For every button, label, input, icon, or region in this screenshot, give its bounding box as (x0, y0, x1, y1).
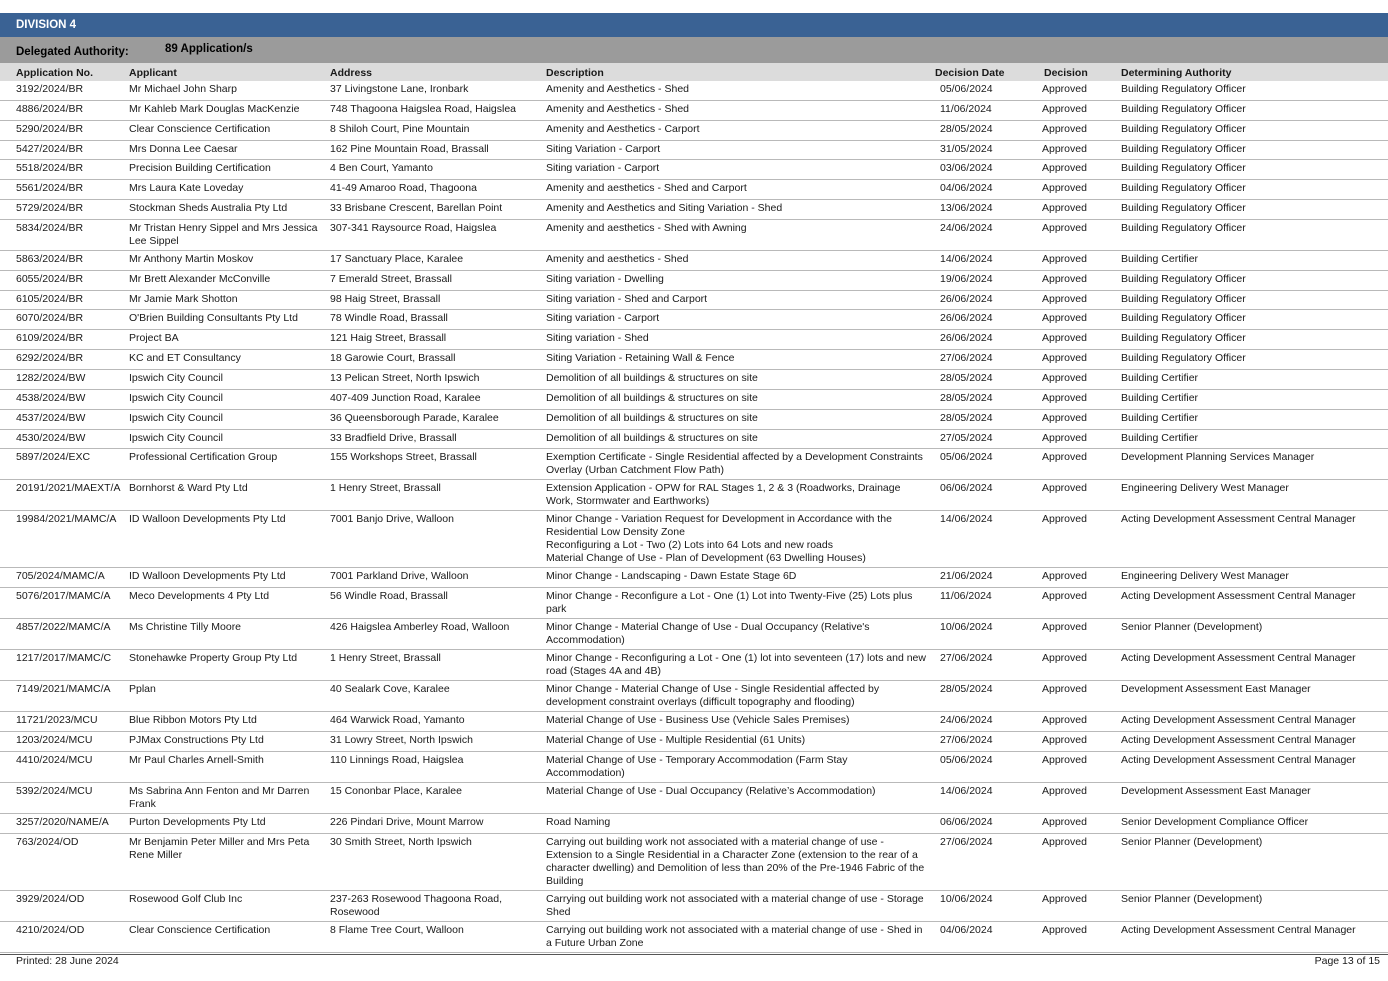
cell-address: 33 Brisbane Crescent, Barellan Point (330, 202, 503, 215)
cell-description: Carrying out building work not associated with a material change of use - Extension to a Single Residential in a Character Zone (extension to the rear of a character dwelling) and Demolition of less than 20% of the Pre-1946 Fabric of the Building (546, 835, 925, 887)
cell-address: 8 Flame Tree Court, Walloon (330, 923, 464, 936)
table-row (0, 101, 1388, 121)
cell-address: 748 Thagoona Haigslea Road, Haigslea (330, 102, 517, 115)
cell-address: 237-263 Rosewood Thagoona Road, Rosewood (330, 892, 503, 918)
cell-applicant: Clear Conscience Certification (129, 122, 271, 135)
cell-decision-date: 10/06/2024 (940, 892, 993, 905)
col-header-description: Description (546, 67, 604, 79)
cell-app-no: 5427/2024/BR (16, 142, 84, 155)
cell-decision: Approved (1042, 431, 1087, 444)
cell-address: 155 Workshops Street, Brassall (330, 451, 477, 464)
cell-decision-date: 28/05/2024 (940, 411, 993, 424)
applications-table-body (0, 81, 1388, 953)
cell-address: 4 Ben Court, Yamanto (330, 162, 433, 175)
cell-address: 31 Lowry Street, North Ipswich (330, 734, 473, 747)
table-row (0, 619, 1388, 650)
cell-app-no: 3192/2024/BR (16, 83, 84, 95)
footer-divider (0, 954, 1388, 955)
cell-app-no: 3929/2024/OD (16, 892, 85, 905)
cell-decision: Approved (1042, 371, 1087, 384)
col-header-determining-authority: Determining Authority (1121, 67, 1232, 79)
cell-address: 1 Henry Street, Brassall (330, 482, 441, 495)
page-number: Page 13 of 15 (1314, 955, 1380, 967)
cell-address: 7001 Parkland Drive, Walloon (330, 570, 469, 583)
cell-app-no: 4537/2024/BW (16, 411, 86, 424)
cell-applicant: Mr Kahleb Mark Douglas MacKenzie (129, 102, 300, 115)
cell-decision: Approved (1042, 621, 1087, 634)
table-row (0, 891, 1388, 922)
cell-address: 7 Emerald Street, Brassall (330, 272, 452, 285)
cell-determining-authority: Engineering Delivery West Manager (1121, 482, 1289, 495)
cell-app-no: 5834/2024/BR (16, 221, 84, 234)
cell-decision-date: 14/06/2024 (940, 513, 993, 526)
authority-label: Delegated Authority: (16, 46, 129, 58)
table-row (0, 568, 1388, 588)
cell-decision: Approved (1042, 815, 1087, 828)
cell-decision: Approved (1042, 122, 1087, 135)
cell-decision-date: 06/06/2024 (940, 482, 993, 495)
division-title: DIVISION 4 (16, 19, 77, 31)
cell-applicant: Project BA (129, 332, 179, 345)
table-row (0, 449, 1388, 480)
cell-decision-date: 28/05/2024 (940, 122, 993, 135)
cell-applicant: Bornhorst & Ward Pty Ltd (129, 482, 248, 495)
cell-applicant: Mr Benjamin Peter Miller and Mrs Peta Rene Miller (129, 835, 310, 861)
cell-decision: Approved (1042, 312, 1087, 325)
cell-applicant: Purton Developments Pty Ltd (129, 815, 266, 828)
cell-app-no: 4886/2024/BR (16, 102, 84, 115)
cell-determining-authority: Senior Planner (Development) (1121, 835, 1263, 848)
table-row (0, 410, 1388, 430)
cell-address: 18 Garowie Court, Brassall (330, 352, 456, 365)
cell-app-no: 6105/2024/BR (16, 292, 84, 305)
cell-decision-date: 04/06/2024 (940, 923, 993, 936)
cell-app-no: 4410/2024/MCU (16, 753, 93, 766)
cell-app-no: 5729/2024/BR (16, 202, 84, 215)
cell-decision: Approved (1042, 451, 1087, 464)
cell-address: 36 Queensborough Parade, Karalee (330, 411, 499, 424)
cell-applicant: Mr Michael John Sharp (129, 83, 237, 95)
cell-determining-authority: Acting Development Assessment Central Manager (1121, 590, 1356, 603)
cell-description: Siting variation - Shed (546, 332, 649, 345)
table-row (0, 480, 1388, 511)
cell-decision-date: 28/05/2024 (940, 683, 993, 696)
cell-app-no: 763/2024/OD (16, 835, 79, 848)
cell-applicant: Ipswich City Council (129, 411, 223, 424)
cell-decision-date: 26/06/2024 (940, 312, 993, 325)
cell-applicant: Pplan (129, 683, 156, 696)
cell-applicant: Mr Anthony Martin Moskov (129, 252, 254, 265)
cell-decision: Approved (1042, 83, 1087, 95)
cell-determining-authority: Building Regulatory Officer (1121, 142, 1246, 155)
cell-decision-date: 31/05/2024 (940, 142, 993, 155)
cell-address: 407-409 Junction Road, Karalee (330, 391, 481, 404)
cell-app-no: 5392/2024/MCU (16, 784, 93, 797)
cell-determining-authority: Building Regulatory Officer (1121, 221, 1246, 234)
cell-description: Material Change of Use - Business Use (Vehicle Sales Premises) (546, 714, 850, 727)
cell-applicant: Ipswich City Council (129, 391, 223, 404)
cell-decision: Approved (1042, 391, 1087, 404)
cell-description: Demolition of all buildings & structures on site (546, 431, 758, 444)
cell-description: Carrying out building work not associated with a material change of use - Storage Shed (546, 892, 924, 918)
cell-determining-authority: Senior Planner (Development) (1121, 621, 1263, 634)
cell-determining-authority: Building Certifier (1121, 411, 1199, 424)
cell-applicant: Stonehawke Property Group Pty Ltd (129, 652, 298, 665)
cell-decision-date: 14/06/2024 (940, 784, 993, 797)
cell-determining-authority: Development Assessment East Manager (1121, 784, 1311, 797)
cell-description: Amenity and Aesthetics - Shed (546, 83, 689, 95)
application-count: 89 Application/s (165, 43, 253, 55)
cell-address: 464 Warwick Road, Yamanto (330, 714, 465, 727)
table-row (0, 141, 1388, 161)
cell-description: Amenity and aesthetics - Shed (546, 252, 689, 265)
cell-address: 78 Windle Road, Brassall (330, 312, 448, 325)
cell-description: Material Change of Use - Temporary Accommodation (Farm Stay Accommodation) (546, 753, 848, 779)
col-header-decision: Decision (1044, 67, 1088, 79)
cell-determining-authority: Building Regulatory Officer (1121, 332, 1246, 345)
table-row (0, 511, 1388, 568)
cell-decision: Approved (1042, 182, 1087, 195)
cell-decision: Approved (1042, 835, 1087, 848)
table-row (0, 180, 1388, 200)
cell-decision: Approved (1042, 784, 1087, 797)
table-header (0, 63, 1388, 81)
cell-determining-authority: Senior Development Compliance Officer (1121, 815, 1309, 828)
cell-decision-date: 24/06/2024 (940, 714, 993, 727)
cell-applicant: PJMax Constructions Pty Ltd (129, 734, 264, 747)
cell-description: Road Naming (546, 815, 611, 828)
cell-address: 56 Windle Road, Brassall (330, 590, 448, 603)
cell-determining-authority: Building Regulatory Officer (1121, 352, 1246, 365)
table-row (0, 291, 1388, 311)
cell-decision: Approved (1042, 482, 1087, 495)
cell-description: Minor Change - Material Change of Use - Single Residential affected by development constraint overlays (difficult topography and flooding) (546, 683, 880, 709)
cell-determining-authority: Development Assessment East Manager (1121, 683, 1311, 696)
cell-determining-authority: Acting Development Assessment Central Manager (1121, 513, 1356, 526)
table-row (0, 160, 1388, 180)
cell-description: Minor Change - Reconfigure a Lot - One (1) Lot into Twenty-Five (25) Lots plus park (546, 590, 913, 616)
cell-app-no: 6070/2024/BR (16, 312, 84, 325)
cell-description: Siting variation - Carport (546, 162, 660, 175)
cell-address: 41-49 Amaroo Road, Thagoona (330, 182, 477, 195)
cell-app-no: 6109/2024/BR (16, 332, 84, 345)
cell-decision: Approved (1042, 734, 1087, 747)
cell-description: Material Change of Use - Multiple Residential (61 Units) (546, 734, 806, 747)
cell-app-no: 705/2024/MAMC/A (16, 570, 105, 583)
cell-determining-authority: Senior Planner (Development) (1121, 892, 1263, 905)
cell-decision: Approved (1042, 162, 1087, 175)
cell-determining-authority: Building Certifier (1121, 431, 1199, 444)
cell-address: 426 Haigslea Amberley Road, Walloon (330, 621, 510, 634)
cell-decision-date: 27/06/2024 (940, 835, 993, 848)
cell-app-no: 5518/2024/BR (16, 162, 84, 175)
cell-decision: Approved (1042, 292, 1087, 305)
cell-description: Siting variation - Dwelling (546, 272, 664, 285)
cell-address: 17 Sanctuary Place, Karalee (330, 252, 464, 265)
cell-description: Extension Application - OPW for RAL Stages 1, 2 & 3 (Roadworks, Drainage Work, Stormwater and Earthworks) (546, 482, 901, 508)
cell-determining-authority: Building Regulatory Officer (1121, 182, 1246, 195)
table-row (0, 732, 1388, 752)
cell-applicant: Blue Ribbon Motors Pty Ltd (129, 714, 257, 727)
cell-applicant: Mrs Laura Kate Loveday (129, 182, 244, 195)
cell-address: 307-341 Raysource Road, Haigslea (330, 221, 497, 234)
cell-description: Amenity and Aesthetics and Siting Variation - Shed (546, 202, 783, 215)
cell-determining-authority: Building Certifier (1121, 371, 1199, 384)
cell-app-no: 4538/2024/BW (16, 391, 86, 404)
table-row (0, 783, 1388, 814)
cell-applicant: O'Brien Building Consultants Pty Ltd (129, 312, 298, 325)
cell-decision: Approved (1042, 714, 1087, 727)
authority-header (0, 37, 1388, 63)
cell-address: 37 Livingstone Lane, Ironbark (330, 83, 469, 95)
table-row (0, 752, 1388, 783)
col-header-applicant: Applicant (129, 67, 177, 79)
division-header (0, 13, 1388, 37)
cell-app-no: 4857/2022/MAMC/A (16, 621, 111, 634)
cell-determining-authority: Building Certifier (1121, 391, 1199, 404)
table-row (0, 588, 1388, 619)
cell-applicant: Ipswich City Council (129, 431, 223, 444)
cell-decision: Approved (1042, 923, 1087, 936)
cell-determining-authority: Building Regulatory Officer (1121, 122, 1246, 135)
table-row (0, 251, 1388, 271)
cell-decision-date: 10/06/2024 (940, 621, 993, 634)
cell-decision-date: 26/06/2024 (940, 292, 993, 305)
cell-applicant: ID Walloon Developments Pty Ltd (129, 513, 286, 526)
cell-address: 98 Haig Street, Brassall (330, 292, 441, 305)
cell-description: Siting Variation - Carport (546, 142, 661, 155)
table-row (0, 121, 1388, 141)
cell-decision: Approved (1042, 202, 1087, 215)
cell-description: Amenity and aesthetics - Shed and Carport (546, 182, 747, 195)
cell-decision-date: 14/06/2024 (940, 252, 993, 265)
cell-decision: Approved (1042, 332, 1087, 345)
cell-description: Siting variation - Carport (546, 312, 660, 325)
cell-app-no: 4530/2024/BW (16, 431, 86, 444)
cell-decision: Approved (1042, 892, 1087, 905)
cell-determining-authority: Engineering Delivery West Manager (1121, 570, 1289, 583)
cell-description: Material Change of Use - Dual Occupancy (Relative’s Accommodation) (546, 784, 876, 797)
cell-applicant: KC and ET Consultancy (129, 352, 241, 365)
cell-applicant: Clear Conscience Certification (129, 923, 271, 936)
cell-determining-authority: Building Regulatory Officer (1121, 202, 1246, 215)
cell-applicant: Mr Paul Charles Arnell-Smith (129, 753, 264, 766)
cell-decision: Approved (1042, 221, 1087, 234)
cell-decision-date: 05/06/2024 (940, 451, 993, 464)
cell-determining-authority: Building Regulatory Officer (1121, 83, 1246, 95)
cell-app-no: 3257/2020/NAME/A (16, 815, 109, 828)
cell-decision-date: 24/06/2024 (940, 221, 993, 234)
cell-decision-date: 11/06/2024 (940, 102, 992, 115)
cell-decision-date: 27/06/2024 (940, 652, 993, 665)
cell-description: Siting variation - Shed and Carport (546, 292, 708, 305)
table-row (0, 200, 1388, 220)
table-row (0, 370, 1388, 390)
cell-determining-authority: Building Regulatory Officer (1121, 162, 1246, 175)
table-row (0, 650, 1388, 681)
table-row (0, 681, 1388, 712)
cell-description: Amenity and Aesthetics - Shed (546, 102, 689, 115)
col-header-app-no: Application No. (16, 67, 93, 79)
table-row (0, 430, 1388, 450)
cell-app-no: 19984/2021/MAMC/A (16, 513, 117, 526)
cell-description: Minor Change - Landscaping - Dawn Estate Stage 6D (546, 570, 797, 583)
cell-app-no: 1203/2024/MCU (16, 734, 93, 747)
cell-decision-date: 26/06/2024 (940, 332, 993, 345)
cell-decision: Approved (1042, 272, 1087, 285)
table-row (0, 310, 1388, 330)
cell-applicant: Ipswich City Council (129, 371, 223, 384)
cell-determining-authority: Acting Development Assessment Central Manager (1121, 714, 1356, 727)
cell-decision: Approved (1042, 142, 1087, 155)
cell-app-no: 1217/2017/MAMC/C (16, 652, 112, 665)
cell-determining-authority: Building Regulatory Officer (1121, 312, 1246, 325)
cell-determining-authority: Acting Development Assessment Central Manager (1121, 652, 1356, 665)
table-row (0, 350, 1388, 370)
col-header-decision-date: Decision Date (935, 67, 1005, 79)
cell-decision-date: 13/06/2024 (940, 202, 993, 215)
cell-app-no: 20191/2021/MAEXT/A (16, 482, 121, 495)
cell-decision-date: 28/05/2024 (940, 371, 993, 384)
cell-determining-authority: Acting Development Assessment Central Manager (1121, 734, 1356, 747)
cell-description: Demolition of all buildings & structures on site (546, 371, 758, 384)
cell-decision: Approved (1042, 652, 1087, 665)
cell-decision-date: 19/06/2024 (940, 272, 993, 285)
table-row (0, 390, 1388, 410)
cell-applicant: Professional Certification Group (129, 451, 278, 464)
cell-determining-authority: Acting Development Assessment Central Manager (1121, 753, 1356, 766)
cell-description: Siting Variation - Retaining Wall & Fence (546, 352, 735, 365)
cell-decision: Approved (1042, 102, 1087, 115)
cell-app-no: 7149/2021/MAMC/A (16, 683, 111, 696)
cell-app-no: 4210/2024/OD (16, 923, 85, 936)
cell-app-no: 1282/2024/BW (16, 371, 86, 384)
cell-address: 40 Sealark Cove, Karalee (330, 683, 450, 696)
cell-decision-date: 27/06/2024 (940, 734, 993, 747)
cell-determining-authority: Acting Development Assessment Central Manager (1121, 923, 1356, 936)
cell-determining-authority: Building Regulatory Officer (1121, 292, 1246, 305)
table-row (0, 922, 1388, 953)
cell-app-no: 6292/2024/BR (16, 352, 84, 365)
cell-description: Demolition of all buildings & structures on site (546, 411, 758, 424)
cell-determining-authority: Building Certifier (1121, 252, 1199, 265)
cell-address: 7001 Banjo Drive, Walloon (330, 513, 454, 526)
cell-decision: Approved (1042, 570, 1087, 583)
cell-decision-date: 27/05/2024 (940, 431, 993, 444)
printed-date: Printed: 28 June 2024 (16, 955, 119, 967)
cell-app-no: 5897/2024/EXC (16, 451, 91, 464)
cell-applicant: ID Walloon Developments Pty Ltd (129, 570, 286, 583)
cell-address: 110 Linnings Road, Haigslea (330, 753, 464, 766)
cell-decision-date: 04/06/2024 (940, 182, 993, 195)
cell-app-no: 6055/2024/BR (16, 272, 84, 285)
cell-description: Minor Change - Material Change of Use - Dual Occupancy (Relative's Accommodation) (546, 621, 870, 647)
cell-decision: Approved (1042, 411, 1087, 424)
cell-description: Exemption Certificate - Single Residential affected by a Development Constraints Overlay (Urban Catchment Flow Path) (546, 451, 923, 477)
cell-decision: Approved (1042, 513, 1087, 526)
cell-decision-date: 11/06/2024 (940, 590, 992, 603)
cell-decision: Approved (1042, 352, 1087, 365)
cell-applicant: Ms Sabrina Ann Fenton and Mr Darren Frank (129, 784, 310, 810)
table-row (0, 834, 1388, 891)
cell-address: 121 Haig Street, Brassall (330, 332, 447, 345)
cell-applicant: Precision Building Certification (129, 162, 271, 175)
cell-determining-authority: Development Planning Services Manager (1121, 451, 1315, 464)
cell-address: 13 Pelican Street, North Ipswich (330, 371, 480, 384)
cell-applicant: Stockman Sheds Australia Pty Ltd (129, 202, 288, 215)
col-header-address: Address (330, 67, 373, 79)
table-row (0, 712, 1388, 732)
cell-address: 33 Bradfield Drive, Brassall (330, 431, 457, 444)
cell-description: Carrying out building work not associated with a material change of use - Shed in a Future Urban Zone (546, 923, 923, 949)
cell-decision: Approved (1042, 590, 1087, 603)
cell-applicant: Mr Jamie Mark Shotton (129, 292, 238, 305)
cell-address: 30 Smith Street, North Ipswich (330, 835, 472, 848)
cell-decision-date: 06/06/2024 (940, 815, 993, 828)
cell-address: 8 Shiloh Court, Pine Mountain (330, 122, 470, 135)
cell-description: Minor Change - Reconfiguring a Lot - One (1) lot into seventeen (17) lots and new road (Stages 4A and 4B) (546, 652, 926, 678)
table-row (0, 814, 1388, 834)
cell-description: Demolition of all buildings & structures on site (546, 391, 758, 404)
cell-decision-date: 05/06/2024 (940, 83, 993, 95)
table-row (0, 220, 1388, 251)
table-row (0, 330, 1388, 350)
cell-applicant: Mr Tristan Henry Sippel and Mrs Jessica Lee Sippel (129, 221, 318, 247)
cell-decision: Approved (1042, 683, 1087, 696)
table-row (0, 271, 1388, 291)
cell-decision: Approved (1042, 753, 1087, 766)
cell-app-no: 5561/2024/BR (16, 182, 84, 195)
cell-applicant: Meco Developments 4 Pty Ltd (129, 590, 270, 603)
cell-applicant: Rosewood Golf Club Inc (129, 892, 243, 905)
cell-address: 15 Cononbar Place, Karalee (330, 784, 462, 797)
cell-description: Amenity and aesthetics - Shed with Awning (546, 221, 747, 234)
cell-app-no: 5863/2024/BR (16, 252, 84, 265)
cell-decision-date: 27/06/2024 (940, 352, 993, 365)
cell-applicant: Ms Christine Tilly Moore (129, 621, 242, 634)
cell-app-no: 5290/2024/BR (16, 122, 84, 135)
cell-applicant: Mr Brett Alexander McConville (129, 272, 271, 285)
cell-address: 1 Henry Street, Brassall (330, 652, 441, 665)
cell-determining-authority: Building Regulatory Officer (1121, 102, 1246, 115)
cell-decision-date: 21/06/2024 (940, 570, 993, 583)
cell-decision: Approved (1042, 252, 1087, 265)
cell-decision-date: 03/06/2024 (940, 162, 993, 175)
cell-decision-date: 05/06/2024 (940, 753, 993, 766)
cell-determining-authority: Building Regulatory Officer (1121, 272, 1246, 285)
cell-applicant: Mrs Donna Lee Caesar (129, 142, 238, 155)
cell-description: Amenity and Aesthetics - Carport (546, 122, 700, 135)
table-row (0, 81, 1388, 101)
cell-app-no: 11721/2023/MCU (16, 714, 98, 727)
cell-address: 226 Pindari Drive, Mount Marrow (330, 815, 484, 828)
cell-decision-date: 28/05/2024 (940, 391, 993, 404)
cell-address: 162 Pine Mountain Road, Brassall (330, 142, 489, 155)
cell-app-no: 5076/2017/MAMC/A (16, 590, 111, 603)
cell-description: Minor Change - Variation Request for Development in Accordance with the Residential Low Density Zone Reconfiguring a Lot - Two (2) Lots into 64 Lots and new roads Material Change of Use - Plan of Development (63 Dwelling Houses) (546, 513, 892, 565)
